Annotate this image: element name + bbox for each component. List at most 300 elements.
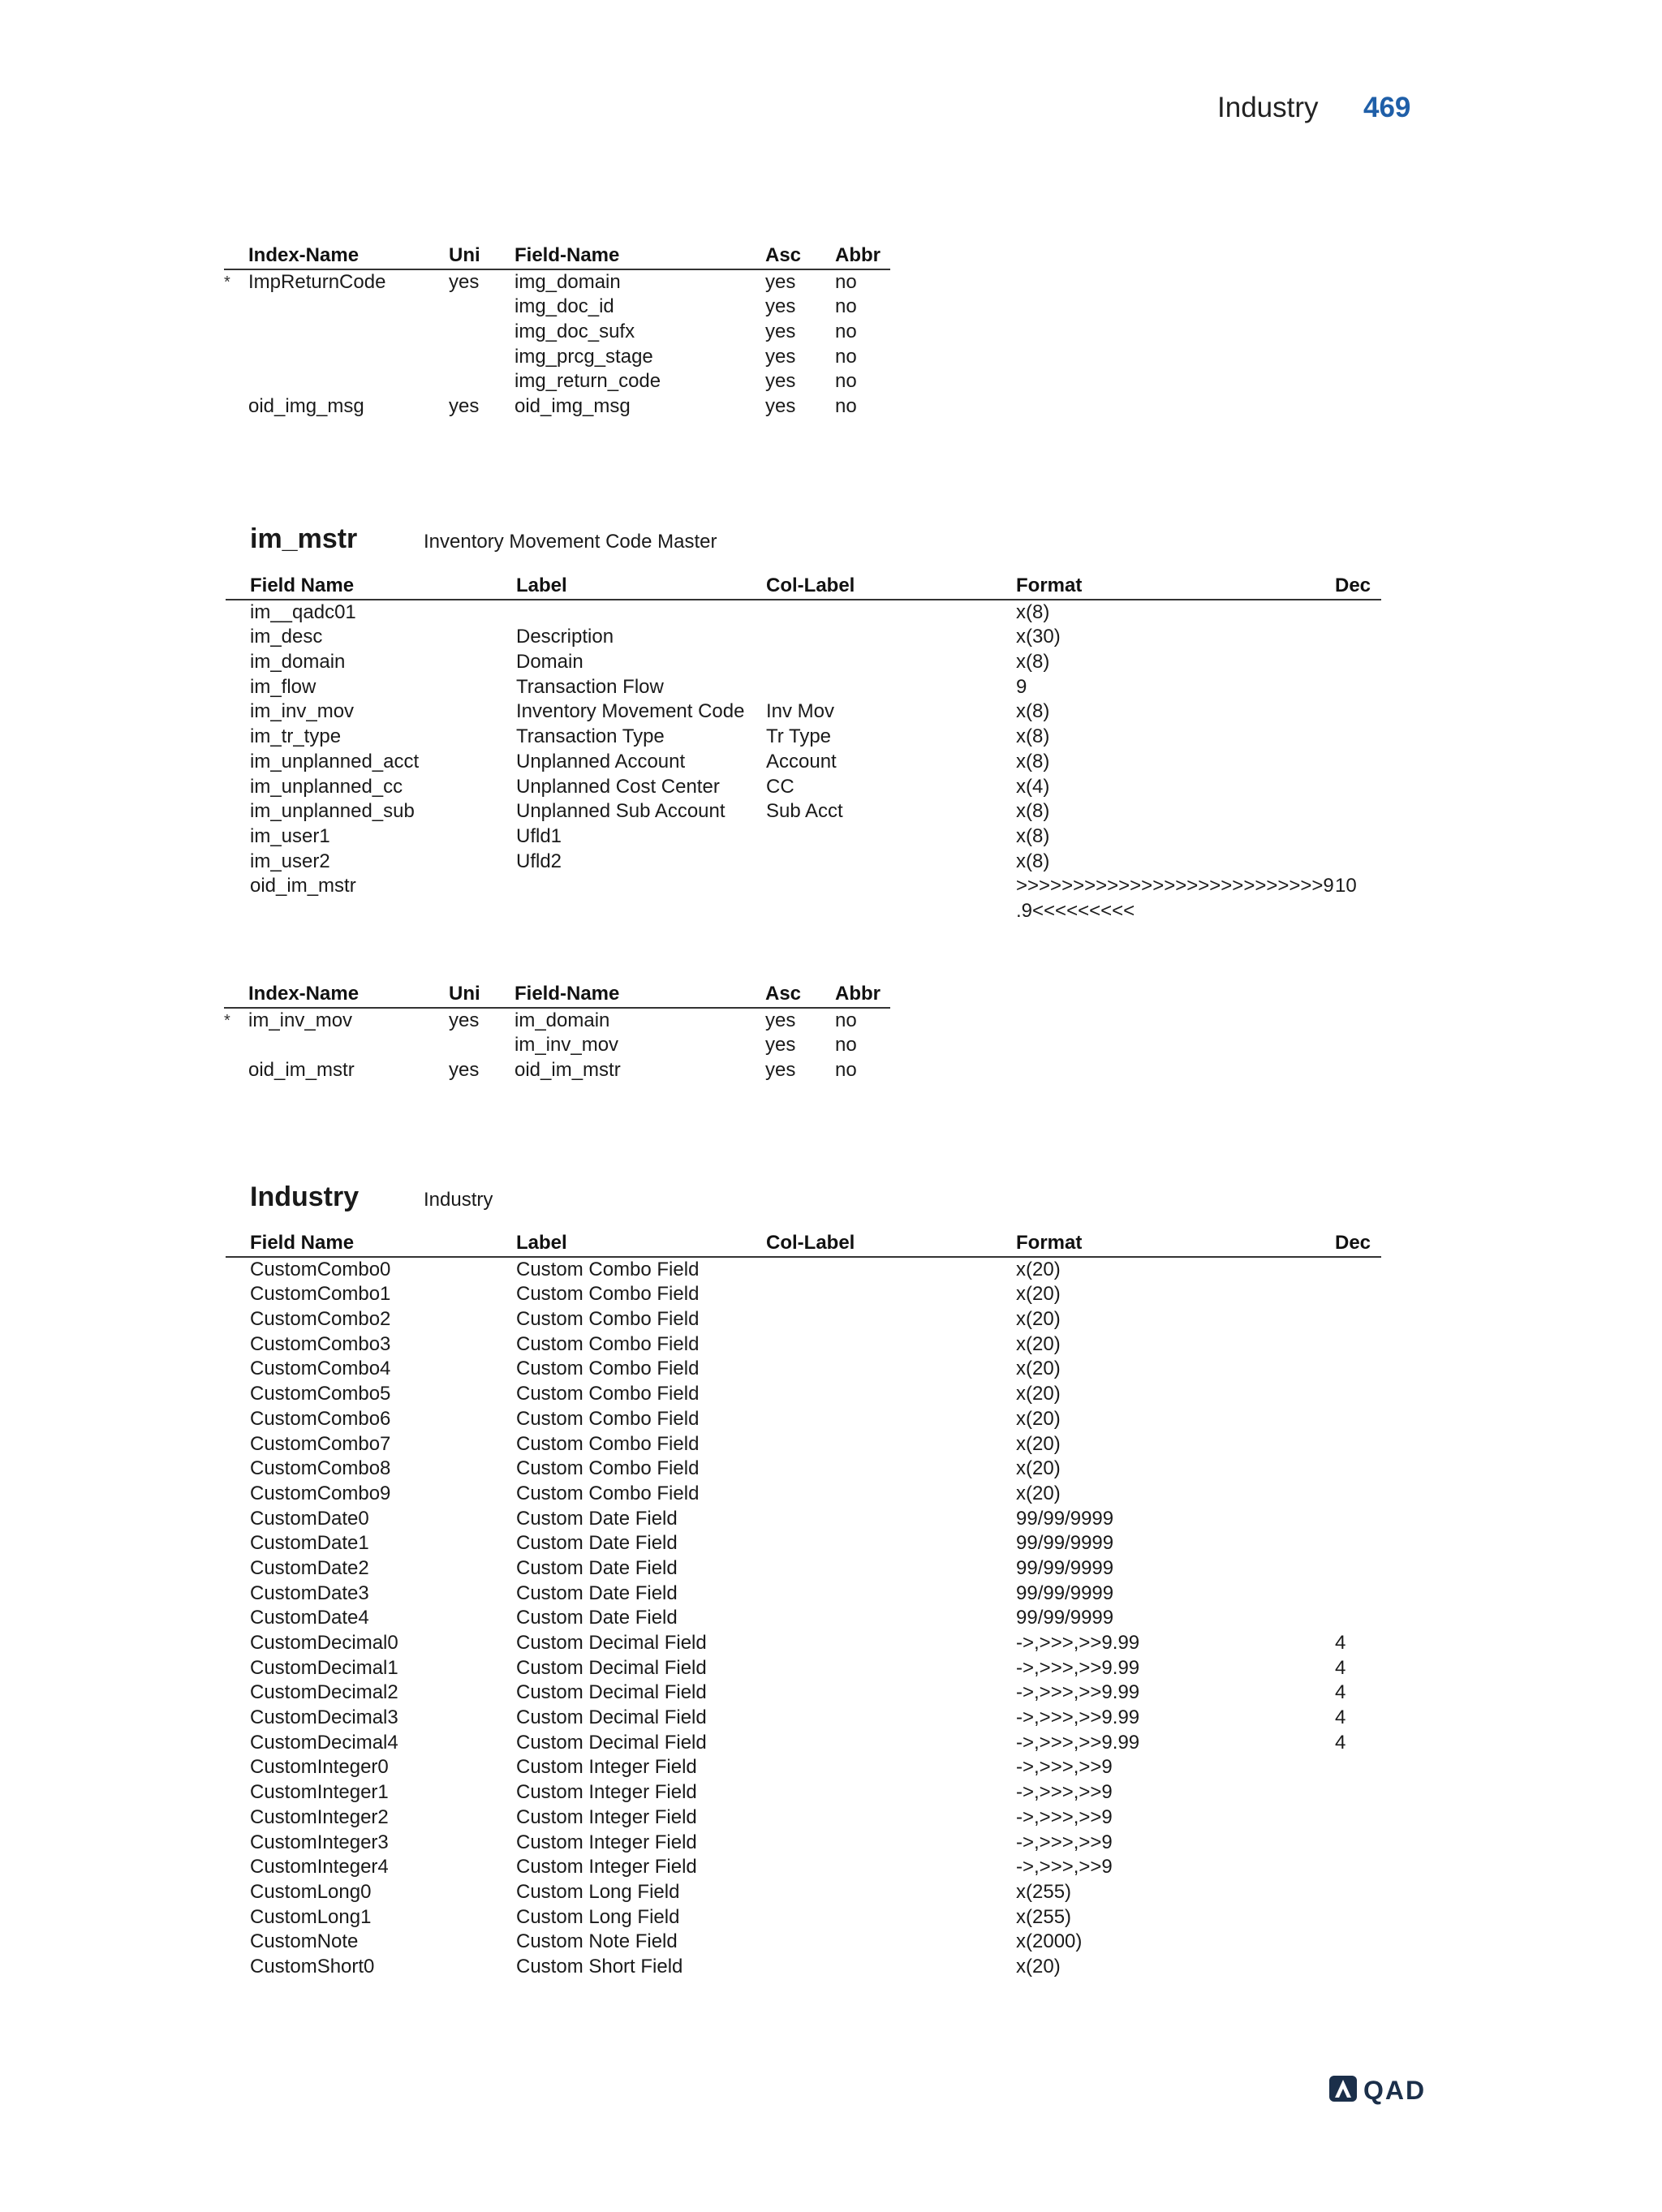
- column-header: Index-Name: [248, 982, 449, 1008]
- table-cell: CustomDate3: [250, 1582, 369, 1604]
- table-row: [226, 600, 1381, 626]
- table-cell: Custom Date Field: [516, 1556, 678, 1579]
- column-header: Uni: [449, 982, 515, 1008]
- table-cell: im_inv_mov: [515, 1034, 619, 1057]
- table-cell: im_inv_mov: [250, 700, 355, 723]
- table-cell: ->,>>>,>>9: [1016, 1756, 1113, 1779]
- table-cell: no: [835, 345, 857, 368]
- table-cell: CustomDate0: [250, 1507, 369, 1530]
- marker-cell: [226, 1606, 250, 1631]
- table-row: [226, 1582, 1381, 1607]
- table-row: [226, 824, 1381, 850]
- field-table-header: [226, 574, 1381, 600]
- table-cell: CustomInteger2: [250, 1805, 389, 1828]
- table-cell: Custom Date Field: [516, 1582, 678, 1604]
- table-cell: [766, 600, 1016, 626]
- table-cell: ->,>>>,>>9: [1016, 1805, 1113, 1828]
- column-header: Asc: [765, 243, 835, 269]
- table-cell: Custom Combo Field: [516, 1332, 700, 1355]
- table-cell: [1335, 899, 1381, 924]
- table-row: [226, 1382, 1381, 1407]
- table-cell: ->,>>>,>>9.99: [1016, 1706, 1140, 1729]
- table-cell: CustomNote: [250, 1930, 359, 1953]
- column-header: Format: [1016, 1231, 1335, 1257]
- column-header: Asc: [765, 982, 835, 1008]
- column-header: Dec: [1335, 574, 1381, 600]
- marker-cell: [226, 1307, 250, 1332]
- table-cell: Inventory Movement Code: [516, 700, 745, 723]
- table-cell: [250, 899, 516, 924]
- marker-cell: [226, 1382, 250, 1407]
- table-cell: Transaction Type: [516, 725, 665, 748]
- table-cell: CustomDecimal1: [250, 1656, 398, 1679]
- marker-cell: [226, 775, 250, 800]
- table-row: [226, 1531, 1381, 1556]
- table-cell: 9: [1016, 675, 1027, 698]
- table-cell: [766, 1805, 1016, 1831]
- table-cell: Custom Combo Field: [516, 1407, 700, 1430]
- table-cell: [1335, 1606, 1381, 1631]
- marker-cell: [226, 600, 250, 626]
- table-cell: CustomCombo7: [250, 1432, 391, 1455]
- qad-logo-mark: [1328, 2071, 1449, 2107]
- table-cell: [1335, 1831, 1381, 1856]
- table-cell: [248, 320, 449, 345]
- table-cell: ->,>>>,>>9.99: [1016, 1632, 1140, 1654]
- table-cell: yes: [449, 395, 480, 418]
- table-cell: oid_img_msg: [248, 395, 364, 418]
- table-cell: [766, 1432, 1016, 1457]
- table-description-im-mstr: Inventory Movement Code Master: [424, 531, 717, 553]
- table-cell: x(8): [1016, 600, 1050, 623]
- table-cell: [766, 1357, 1016, 1382]
- table-cell: yes: [765, 1059, 796, 1082]
- table-cell: [766, 1681, 1016, 1706]
- marker-cell: [226, 1357, 250, 1382]
- marker-cell: [226, 1457, 250, 1482]
- table-cell: x(8): [1016, 800, 1050, 823]
- table-cell: Custom Combo Field: [516, 1308, 700, 1331]
- unique-marker: [224, 369, 248, 394]
- table-cell: img_doc_id: [515, 295, 614, 318]
- table-cell: [766, 1507, 1016, 1532]
- table-cell: [1335, 1432, 1381, 1457]
- table-cell: Domain: [516, 651, 583, 673]
- table-cell: x(20): [1016, 1457, 1061, 1480]
- table-cell: [1335, 750, 1381, 775]
- table-cell: 4: [1335, 1656, 1346, 1679]
- table-cell: [1335, 1507, 1381, 1532]
- table-cell: Custom Decimal Field: [516, 1656, 707, 1679]
- table-cell: Custom Short Field: [516, 1955, 683, 1977]
- unique-marker: [224, 1058, 248, 1083]
- table-row: [226, 1805, 1381, 1831]
- marker-cell: [226, 1507, 250, 1532]
- table-cell: Custom Long Field: [516, 1905, 680, 1928]
- table-row: [226, 1631, 1381, 1656]
- table-cell: Ufld2: [516, 850, 562, 872]
- table-row: [226, 775, 1381, 800]
- table-cell: no: [835, 295, 857, 318]
- table-row: [226, 799, 1381, 824]
- table-cell: CustomCombo5: [250, 1383, 391, 1405]
- table-cell: Custom Combo Field: [516, 1383, 700, 1405]
- marker-cell: [226, 1582, 250, 1607]
- table-cell: 4: [1335, 1731, 1346, 1754]
- table-row: [226, 1307, 1381, 1332]
- table-cell: [1335, 775, 1381, 800]
- table-cell: [766, 1831, 1016, 1856]
- running-header-title: Industry: [1217, 92, 1319, 123]
- index-table-im-mstr: [224, 982, 890, 1083]
- table-cell: CustomShort0: [250, 1955, 375, 1977]
- table-cell: im_unplanned_sub: [250, 800, 415, 823]
- table-cell: [766, 1855, 1016, 1880]
- page-number: 469: [1363, 92, 1411, 123]
- table-cell: x(8): [1016, 725, 1050, 748]
- table-cell: oid_img_msg: [515, 395, 631, 418]
- table-cell: [766, 1282, 1016, 1307]
- table-cell: CustomDate1: [250, 1532, 369, 1555]
- table-row: [226, 625, 1381, 650]
- table-cell: [1335, 1282, 1381, 1307]
- table-cell: CustomCombo9: [250, 1482, 391, 1504]
- table-row: [226, 1332, 1381, 1358]
- table-cell: ->,>>>,>>9: [1016, 1856, 1113, 1878]
- table-cell: Custom Decimal Field: [516, 1632, 707, 1654]
- table-row: [226, 1457, 1381, 1482]
- table-cell: [766, 1382, 1016, 1407]
- table-cell: x(8): [1016, 651, 1050, 673]
- table-cell: img_doc_sufx: [515, 321, 635, 343]
- table-cell: im_domain: [515, 1009, 610, 1031]
- unique-marker: [224, 295, 248, 320]
- table-cell: Custom Decimal Field: [516, 1706, 707, 1729]
- table-row: [226, 1681, 1381, 1706]
- marker-cell: [226, 1731, 250, 1756]
- index-table-img-msg: [224, 243, 890, 420]
- table-cell: CustomInteger3: [250, 1831, 389, 1853]
- table-cell: x(30): [1016, 626, 1061, 648]
- table-cell: x(20): [1016, 1258, 1061, 1280]
- table-cell: 4: [1335, 1681, 1346, 1704]
- table-cell: CustomDate4: [250, 1607, 369, 1629]
- table-cell: CustomInteger1: [250, 1781, 389, 1804]
- table-cell: [766, 1332, 1016, 1358]
- table-cell: [766, 824, 1016, 850]
- table-row: [226, 1407, 1381, 1432]
- marker-cell: [226, 1831, 250, 1856]
- column-header: Index-Name: [248, 243, 449, 269]
- table-row: [226, 1357, 1381, 1382]
- table-cell: yes: [765, 1034, 796, 1057]
- table-cell: [248, 369, 449, 394]
- marker-cell: [226, 725, 250, 750]
- table-cell: Ufld1: [516, 824, 562, 847]
- marker-cell: [226, 899, 250, 924]
- table-cell: Tr Type: [766, 725, 832, 748]
- table-cell: [1335, 1955, 1381, 1980]
- table-cell: Unplanned Sub Account: [516, 800, 726, 823]
- table-cell: [1335, 1755, 1381, 1780]
- table-cell: [1335, 1582, 1381, 1607]
- table-cell: Transaction Flow: [516, 675, 664, 698]
- table-cell: no: [835, 1034, 857, 1057]
- table-cell: yes: [765, 321, 796, 343]
- table-cell: yes: [765, 345, 796, 368]
- marker-cell: [226, 1257, 250, 1283]
- marker-cell: [226, 1755, 250, 1780]
- column-header: Col-Label: [766, 1231, 1016, 1257]
- table-cell: [1335, 1382, 1381, 1407]
- table-row: [226, 750, 1381, 775]
- field-table-im-mstr: [226, 574, 1381, 924]
- table-cell: [516, 600, 766, 626]
- table-cell: CustomDecimal4: [250, 1731, 398, 1754]
- table-cell: Custom Integer Field: [516, 1831, 697, 1853]
- marker-cell: [226, 1556, 250, 1582]
- table-row: [226, 874, 1381, 899]
- table-cell: [766, 1606, 1016, 1631]
- table-cell: CustomDecimal2: [250, 1681, 398, 1704]
- table-cell: no: [835, 395, 857, 418]
- table-cell: [766, 1457, 1016, 1482]
- table-cell: [766, 1706, 1016, 1731]
- table-cell: CustomDate2: [250, 1556, 369, 1579]
- table-row: [224, 369, 890, 394]
- table-cell: CustomInteger4: [250, 1856, 389, 1878]
- table-cell: [516, 874, 766, 899]
- table-cell: [766, 1307, 1016, 1332]
- table-row: [224, 1058, 890, 1083]
- table-cell: [766, 1656, 1016, 1681]
- marker-cell: [226, 625, 250, 650]
- table-cell: Custom Combo Field: [516, 1432, 700, 1455]
- table-cell: im_domain: [250, 651, 346, 673]
- marker-cell: [226, 750, 250, 775]
- marker-cell: [226, 824, 250, 850]
- table-cell: yes: [765, 370, 796, 393]
- column-header: Label: [516, 1231, 766, 1257]
- table-cell: Custom Note Field: [516, 1930, 678, 1953]
- table-cell: [1335, 1357, 1381, 1382]
- table-cell: Custom Combo Field: [516, 1283, 700, 1306]
- table-cell: 10: [1335, 875, 1357, 897]
- table-row: [226, 1282, 1381, 1307]
- table-cell: [1335, 824, 1381, 850]
- table-cell: [766, 1755, 1016, 1780]
- column-header: Col-Label: [766, 574, 1016, 600]
- table-cell: Custom Combo Field: [516, 1358, 700, 1380]
- table-cell: .9<<<<<<<<<: [1016, 899, 1135, 922]
- table-cell: [766, 650, 1016, 675]
- table-cell: oid_im_mstr: [250, 875, 356, 897]
- marker-cell: [226, 799, 250, 824]
- table-cell: CC: [766, 775, 794, 798]
- table-row: [224, 345, 890, 370]
- marker-cell: [226, 1855, 250, 1880]
- table-cell: 4: [1335, 1706, 1346, 1729]
- table-cell: 99/99/9999: [1016, 1507, 1114, 1530]
- table-cell: yes: [765, 395, 796, 418]
- table-cell: Custom Long Field: [516, 1880, 680, 1903]
- table-cell: x(20): [1016, 1432, 1061, 1455]
- table-cell: im_unplanned_cc: [250, 775, 403, 798]
- table-cell: im_inv_mov: [248, 1009, 353, 1031]
- index-table-header: [224, 982, 890, 1008]
- table-cell: [766, 850, 1016, 875]
- table-cell: x(20): [1016, 1955, 1061, 1977]
- table-cell: [516, 899, 766, 924]
- table-cell: no: [835, 270, 857, 293]
- table-cell: im__qadc01: [250, 600, 356, 623]
- table-cell: [766, 1905, 1016, 1930]
- table-row: [226, 899, 1381, 924]
- table-cell: no: [835, 370, 857, 393]
- table-cell: CustomCombo0: [250, 1258, 391, 1280]
- table-row: [226, 1780, 1381, 1805]
- marker-cell: [226, 650, 250, 675]
- table-row: [226, 1905, 1381, 1930]
- table-cell: Custom Integer Field: [516, 1756, 697, 1779]
- unique-marker: *: [224, 1011, 230, 1030]
- table-cell: 99/99/9999: [1016, 1607, 1114, 1629]
- table-cell: [766, 1257, 1016, 1283]
- table-cell: CustomDecimal0: [250, 1632, 398, 1654]
- table-cell: [1335, 1880, 1381, 1905]
- column-header: Uni: [449, 243, 515, 269]
- table-cell: [1335, 1780, 1381, 1805]
- marker-cell: [226, 1631, 250, 1656]
- table-cell: im_flow: [250, 675, 316, 698]
- table-cell: im_user1: [250, 824, 330, 847]
- table-cell: [766, 1780, 1016, 1805]
- table-row: [224, 269, 890, 295]
- table-row: [226, 1656, 1381, 1681]
- table-cell: [766, 1880, 1016, 1905]
- table-cell: [1335, 799, 1381, 824]
- table-cell: [1335, 1855, 1381, 1880]
- table-cell: x(8): [1016, 700, 1050, 723]
- column-header: Field Name: [250, 574, 516, 600]
- table-cell: [449, 295, 515, 320]
- column-header: Field-Name: [515, 982, 765, 1008]
- column-header: Field-Name: [515, 243, 765, 269]
- table-row: [226, 1507, 1381, 1532]
- table-cell: x(255): [1016, 1880, 1072, 1903]
- column-header: Dec: [1335, 1231, 1381, 1257]
- table-cell: [766, 1482, 1016, 1507]
- table-row: [226, 725, 1381, 750]
- marker-cell: [226, 1407, 250, 1432]
- marker-cell: [226, 874, 250, 899]
- table-cell: yes: [449, 270, 480, 293]
- table-cell: [1335, 1930, 1381, 1955]
- table-cell: Custom Combo Field: [516, 1482, 700, 1504]
- table-cell: Description: [516, 626, 614, 648]
- table-cell: [248, 345, 449, 370]
- marker-cell: [226, 1930, 250, 1955]
- table-row: [226, 850, 1381, 875]
- table-cell: Custom Decimal Field: [516, 1681, 707, 1704]
- table-cell: [449, 345, 515, 370]
- table-cell: [1335, 725, 1381, 750]
- table-cell: [766, 1556, 1016, 1582]
- table-cell: yes: [765, 270, 796, 293]
- unique-marker: [224, 320, 248, 345]
- table-cell: Custom Date Field: [516, 1532, 678, 1555]
- table-cell: 99/99/9999: [1016, 1582, 1114, 1604]
- table-cell: [1335, 1482, 1381, 1507]
- table-row: [226, 1831, 1381, 1856]
- table-cell: [1335, 650, 1381, 675]
- table-row: [224, 1033, 890, 1058]
- table-cell: Custom Integer Field: [516, 1856, 697, 1878]
- table-cell: [449, 1033, 515, 1058]
- marker-header: [224, 243, 248, 269]
- table-cell: x(20): [1016, 1332, 1061, 1355]
- qad-logo: [1328, 2071, 1449, 2107]
- table-cell: [1335, 675, 1381, 700]
- table-cell: [766, 675, 1016, 700]
- table-cell: [1335, 1805, 1381, 1831]
- table-cell: CustomDecimal3: [250, 1706, 398, 1729]
- table-cell: oid_im_mstr: [515, 1059, 621, 1082]
- table-cell: x(20): [1016, 1482, 1061, 1504]
- marker-cell: [226, 1955, 250, 1980]
- table-cell: [1335, 1307, 1381, 1332]
- table-cell: CustomCombo3: [250, 1332, 391, 1355]
- table-cell: [1335, 1257, 1381, 1283]
- table-cell: Inv Mov: [766, 700, 835, 723]
- table-cell: yes: [765, 1009, 796, 1031]
- table-cell: CustomLong0: [250, 1880, 372, 1903]
- unique-marker: [224, 1033, 248, 1058]
- table-cell: 4: [1335, 1632, 1346, 1654]
- marker-header: [226, 1231, 250, 1257]
- marker-cell: [226, 1805, 250, 1831]
- table-cell: CustomInteger0: [250, 1756, 389, 1779]
- table-cell: img_domain: [515, 270, 621, 293]
- table-cell: x(20): [1016, 1308, 1061, 1331]
- table-cell: im_user2: [250, 850, 330, 872]
- table-name-im-mstr: im_mstr: [250, 523, 358, 554]
- table-row: [226, 1482, 1381, 1507]
- table-cell: [766, 899, 1016, 924]
- table-cell: ->,>>>,>>9.99: [1016, 1681, 1140, 1704]
- column-header: Format: [1016, 574, 1335, 600]
- table-cell: [766, 625, 1016, 650]
- table-cell: [766, 874, 1016, 899]
- unique-marker: [224, 394, 248, 420]
- table-cell: Custom Decimal Field: [516, 1731, 707, 1754]
- table-cell: [766, 1955, 1016, 1980]
- marker-cell: [226, 1282, 250, 1307]
- table-cell: 99/99/9999: [1016, 1532, 1114, 1555]
- table-cell: x(20): [1016, 1358, 1061, 1380]
- table-cell: [766, 1582, 1016, 1607]
- table-row: [226, 1606, 1381, 1631]
- table-cell: 99/99/9999: [1016, 1556, 1114, 1579]
- table-description-industry: Industry: [424, 1189, 493, 1211]
- table-cell: Account: [766, 750, 837, 772]
- table-cell: x(20): [1016, 1383, 1061, 1405]
- table-cell: x(8): [1016, 750, 1050, 772]
- marker-cell: [226, 1656, 250, 1681]
- table-row: [226, 1855, 1381, 1880]
- table-cell: [1335, 625, 1381, 650]
- table-cell: Custom Combo Field: [516, 1258, 700, 1280]
